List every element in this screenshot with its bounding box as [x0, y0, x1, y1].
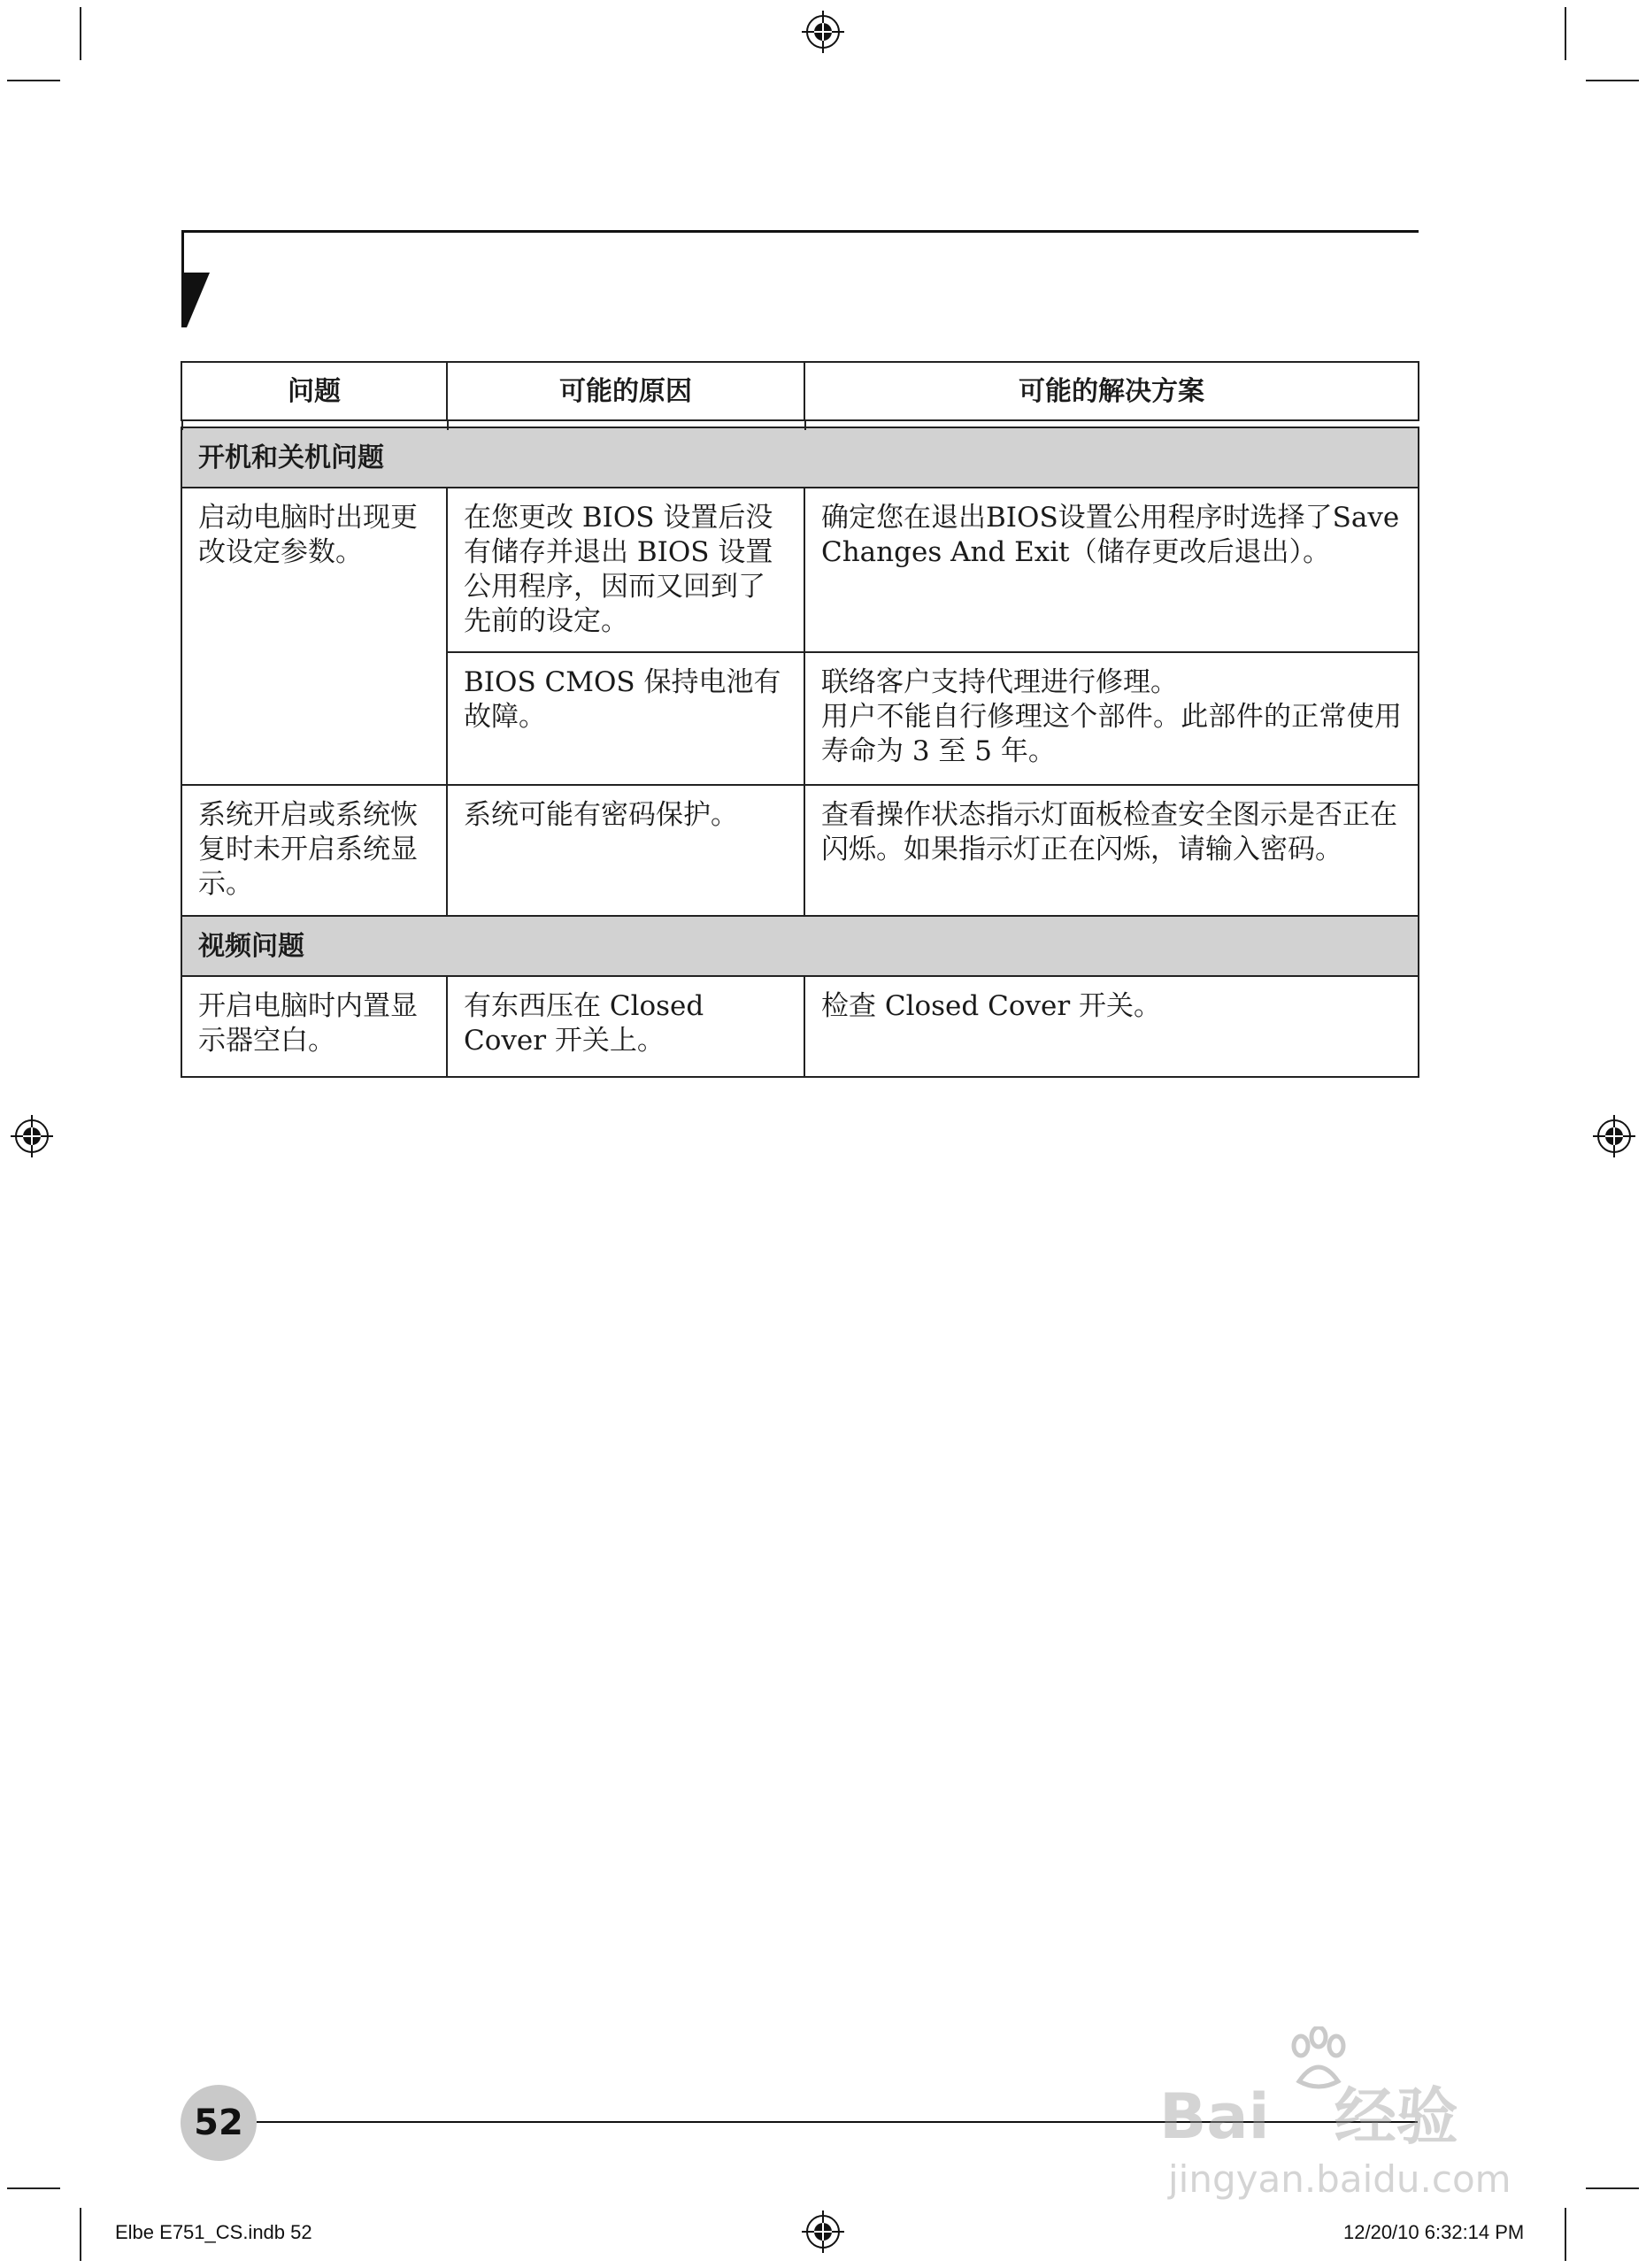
- section-heading-row: [181, 427, 1419, 488]
- crop-mark-bottom-left-v: [80, 2208, 81, 2261]
- header-spacer: [181, 420, 1419, 427]
- solution-cell: [804, 652, 1419, 785]
- crop-mark-top-left-h: [7, 80, 60, 81]
- problem-cell: 启动电脑时出现更改设定参数。: [181, 488, 447, 785]
- crop-mark-bottom-right-h: [1586, 2187, 1639, 2189]
- problem-cell: 系统开启或系统恢复时未开启系统显示。: [181, 785, 447, 916]
- header-rule: [181, 230, 1419, 233]
- solution-cell: 检查 Closed Cover 开关。: [804, 976, 1419, 1077]
- section-heading-row: [181, 916, 1419, 976]
- section-title: 视频问题: [181, 916, 1419, 976]
- header-wedge: [181, 273, 210, 327]
- registration-mark-right: [1593, 1115, 1635, 1157]
- table-row: [181, 488, 1419, 652]
- cause-cell: BIOS CMOS 保持电池有故障。: [447, 652, 804, 785]
- watermark-brand: Bai 经验: [1159, 2080, 1458, 2153]
- crop-mark-bottom-left-h: [7, 2187, 60, 2189]
- cause-cell: 系统可能有密码保护。: [447, 785, 804, 916]
- table-row: [181, 976, 1419, 1077]
- section-title: 开机和关机问题: [181, 427, 1419, 488]
- column-header-solution: 可能的解决方案: [804, 362, 1419, 420]
- registration-mark-left: [11, 1115, 53, 1157]
- registration-mark-bottom: [802, 2210, 844, 2253]
- table-row: [181, 785, 1419, 916]
- watermark-url: jingyan.baidu.com: [1168, 2157, 1511, 2201]
- baidu-watermark: [1159, 2026, 1549, 2203]
- page-number-badge: 52: [181, 2085, 257, 2161]
- slug-right: 12/20/10 6:32:14 PM: [1343, 2221, 1525, 2243]
- column-header-cause: 可能的原因: [447, 362, 804, 420]
- solution-line: 联络客户支持代理进行修理。: [821, 666, 1178, 698]
- slug-left: Elbe E751_CS.indb 52: [115, 2221, 312, 2243]
- cause-cell: 有东西压在 Closed Cover 开关上。: [447, 976, 804, 1077]
- crop-mark-top-left-v: [80, 7, 81, 60]
- header-stem: [181, 230, 184, 327]
- crop-mark-top-right-v: [1565, 7, 1566, 60]
- troubleshooting-table: [181, 361, 1419, 1078]
- problem-cell: 开启电脑时内置显示器空白。: [181, 976, 447, 1077]
- solution-cell: 确定您在退出BIOS设置公用程序时选择了Save Changes And Exit（储存更改后退出）。: [804, 488, 1419, 652]
- solution-line: 用户不能自行修理这个部件。此部件的正常使用寿命为 3 至 5 年。: [821, 701, 1402, 767]
- column-header-problem: 问题: [181, 362, 447, 420]
- crop-mark-bottom-right-v: [1565, 2208, 1566, 2261]
- table-header-row: [181, 362, 1419, 420]
- cause-cell: 在您更改 BIOS 设置后没有储存并退出 BIOS 设置公用程序，因而又回到了先前的设定。: [447, 488, 804, 652]
- solution-cell: 查看操作状态指示灯面板检查安全图示是否正在闪烁。如果指示灯正在闪烁，请输入密码。: [804, 785, 1419, 916]
- registration-mark-top: [802, 11, 844, 53]
- crop-mark-top-right-h: [1586, 80, 1639, 81]
